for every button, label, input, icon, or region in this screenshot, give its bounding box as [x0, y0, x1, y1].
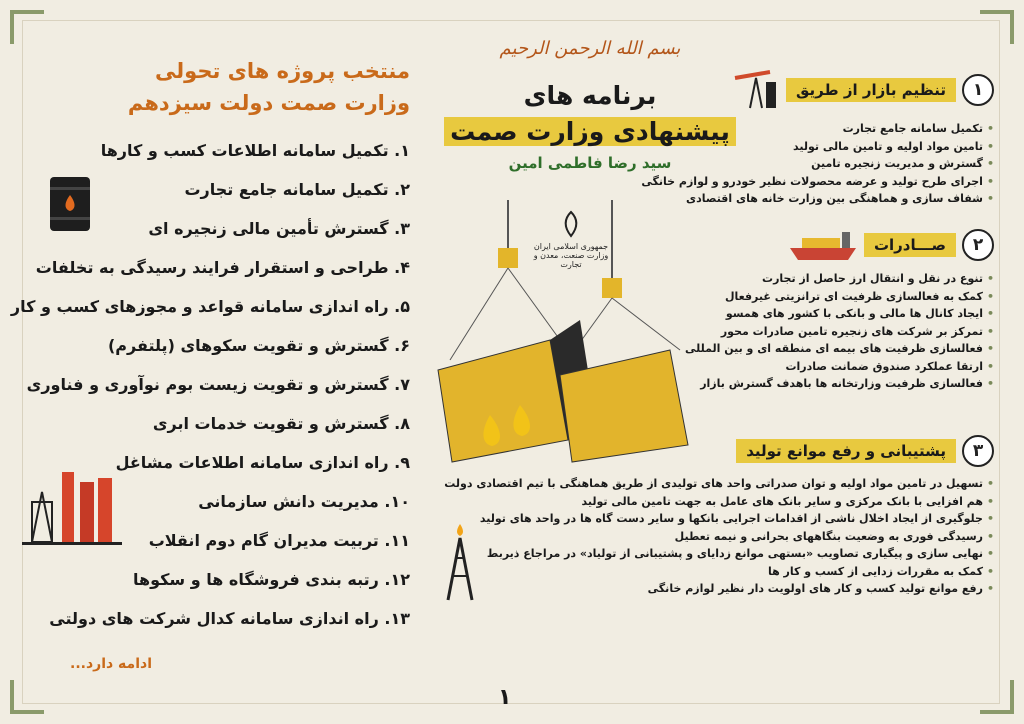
bullet-item: • ایجاد کانال ها مالی و بانکی با کشور های همسو: [694, 305, 994, 323]
logo-line2: وزارت صنعت، معدن و تجارت: [533, 251, 609, 269]
project-item: ۱۱. تربیت مدیران گام دوم انقلاب: [148, 531, 410, 550]
section-1-bullets: [641, 120, 994, 208]
project-item: ۸. گسترش و تقویت خدمات ابری: [152, 414, 410, 433]
bullet-item: • هم افزایی با بانک مرکزی و سایر بانک های عامل به جهت تامین مالی تولید: [434, 493, 994, 511]
projects-panel: [10, 55, 410, 638]
refinery-icon: [22, 462, 122, 546]
section-3: [434, 435, 994, 598]
project-item: ۵. راه اندازی سامانه قواعد و مجوزهای کسب و کار: [10, 297, 410, 316]
bullet-item: • اجرای طرح تولید و عرضه محصولات نظیر خودرو و لوازم خانگی: [694, 173, 994, 191]
container-illustration: [430, 200, 692, 470]
oil-pump-icon: [730, 68, 780, 112]
project-item: ۶. گسترش و تقویت سکوهای (پلتفرم): [107, 336, 410, 355]
corner-ornament: [10, 10, 44, 44]
bullet-item: • کمک به مقررات زدایی از کسب و کار ها: [434, 563, 994, 581]
page-number: ۱: [498, 685, 512, 710]
corner-ornament: [10, 680, 44, 714]
oil-derrick-icon: [440, 520, 480, 602]
section-2-header: [694, 228, 994, 262]
bullet-item: • تامین مواد اولیه و تامین مالی تولید: [694, 138, 994, 156]
tanker-ship-icon: [788, 228, 858, 262]
oil-barrel-icon: [48, 175, 92, 233]
project-item: ۲. تکمیل سامانه جامع تجارت: [184, 180, 410, 199]
section-title: صـــادرات: [864, 233, 956, 257]
author-name: سید رضا فاطمی امین: [508, 154, 672, 172]
project-item: ۱۲. رتبه بندی فروشگاه ها و سکوها: [132, 570, 410, 589]
project-item: ۳. گسترش تأمین مالی زنجیره ای: [148, 219, 410, 238]
bullet-item: • گسترش و مدیریت زنجیره تامین: [694, 155, 994, 173]
bullet-item: • کمک به فعالسازی ظرفیت ای ترانزیتی غیرفعال: [694, 288, 994, 306]
bullet-item: • رفع موانع تولید کسب و کار های اولویت دار نظیر لوازم خانگی: [434, 580, 994, 598]
bullet-item: • جلوگیری از ایجاد اخلال ناشی از اقدامات اجرایی بانکها و سایر دست گاه ها در واحد های تولید: [434, 510, 994, 528]
project-item: ۱. تکمیل سامانه اطلاعات کسب و کارها: [100, 141, 410, 160]
bismillah-text: بسم الله الرحمن الرحیم: [499, 38, 681, 59]
bullet-item: • فعالسازی ظرفیت وزارتخانه ها باهدف گسترش بازار: [694, 375, 994, 393]
bullet-item: • رسیدگی فوری به وضعیت بنگاههای بحرانی و نیمه تعطیل: [434, 528, 994, 546]
bismillah: [440, 38, 740, 59]
projects-title-line2: وزارت صمت دولت سیزدهم: [127, 91, 410, 115]
bullet-item: • تسهیل در تامین مواد اولیه و توان صدراتی واحد های تولیدی از طریق هماهنگی با تیم اقتصادی دولت: [434, 475, 994, 493]
section-3-bullets: [434, 475, 994, 598]
section-number: ۳: [962, 435, 994, 467]
project-item: ۷. گسترش و تقویت زیست بوم نوآوری و فناوری: [26, 375, 410, 394]
projects-title-line1: منتخب پروژه های تحولی: [155, 59, 410, 83]
bullet-item: • تنوع در نقل و انتقال ارز حاصل از تجارت: [694, 270, 994, 288]
iran-emblem-icon: [557, 210, 585, 238]
bullet-item: • شفاف سازی و هماهنگی بین وزارت خانه های اقتصادی: [694, 190, 994, 208]
project-item: ۹. راه اندازی سامانه اطلاعات مشاغل: [115, 453, 410, 472]
logo-line1: جمهوری اسلامی ایران: [533, 242, 609, 251]
bullet-item: • تکمیل سامانه جامع تجارت: [694, 120, 994, 138]
corner-ornament: [980, 10, 1014, 44]
section-title: پشتیبانی و رفع موانع تولید: [736, 439, 956, 463]
section-1: [641, 68, 994, 208]
ministry-logo: [526, 210, 616, 269]
bullet-item: • تمرکز بر شرکت های زنجیره تامین صادرات محور: [694, 323, 994, 341]
section-2-bullets: [684, 270, 994, 393]
section-1-header: [694, 68, 994, 112]
bullet-item: • نهایی سازی و پیگیاری تصاویب «بستهی موانع زدایای و پشتیبانی از تولیاد» در مراجاع ذیربط: [434, 545, 994, 563]
main-title-line1: برنامه های: [523, 81, 657, 110]
section-3-header: [434, 435, 994, 467]
section-title: تنظیم بازار از طریق: [786, 78, 956, 102]
section-number: ۱: [962, 74, 994, 106]
section-number: ۲: [962, 229, 994, 261]
bullet-item: • ارتقا عملکرد صندوق ضمانت صادرات: [694, 358, 994, 376]
section-2: [684, 228, 994, 393]
continued-label: ادامه دارد...: [70, 656, 152, 672]
project-item: ۴. طراحی و استقرار فرایند رسیدگی به تخلفات: [35, 258, 410, 277]
bullet-item: • فعالسازی ظرفیت های بیمه ای منطقه ای و بین المللی: [694, 340, 994, 358]
project-item: ۱۳. راه اندازی سامانه کدال شرکت های دولتی: [49, 609, 410, 628]
corner-ornament: [980, 680, 1014, 714]
project-item: ۱۰. مدیریت دانش سازمانی: [198, 492, 410, 511]
main-title-line2: پیشنهادی وزارت صمت: [444, 117, 736, 146]
projects-list: [10, 131, 410, 638]
